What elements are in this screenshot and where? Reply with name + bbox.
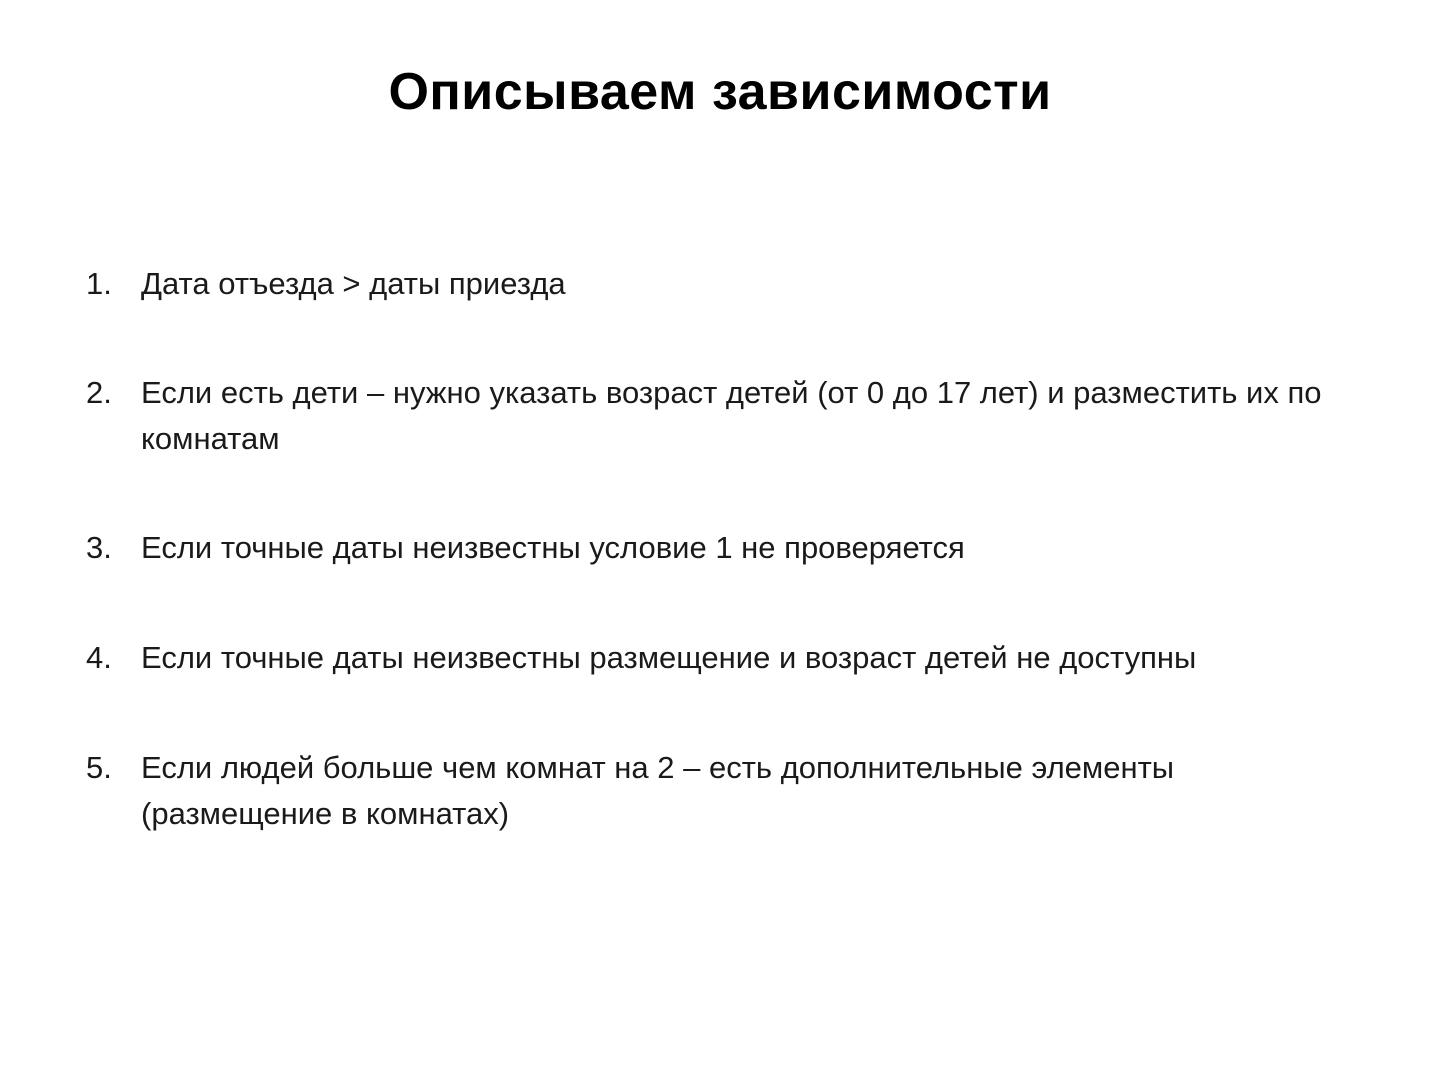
list-item-number: 2. [86,375,112,410]
list-item-number: 4. [86,640,112,675]
slide-title: Описываем зависимости [388,63,1052,121]
list-item-text: Если людей больше чем комнат на 2 – есть дополнительные элементы (размещение в комнатах) [141,750,1175,831]
list-item-text: Если есть дети – нужно указать возраст детей (от 0 до 17 лет) и разместить их по комнатам [141,375,1322,456]
list-item-number: 5. [86,750,112,785]
list-item-number: 1. [86,266,112,301]
list-item-text: Дата отъезда > даты приезда [141,266,566,301]
list-item-text: Если точные даты неизвестны условие 1 не проверяется [141,530,965,565]
list-item-number: 3. [86,530,112,565]
list-item-text: Если точные даты неизвестны размещение и возраст детей не доступны [141,640,1197,675]
